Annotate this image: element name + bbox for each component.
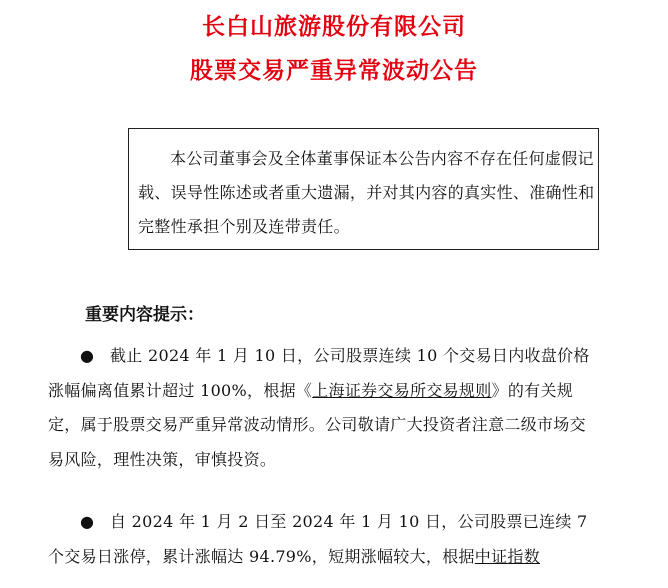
bullet-paragraph — [48, 339, 600, 477]
bullet-dot-icon: ● — [80, 346, 95, 365]
bullet-paragraph — [48, 505, 600, 574]
index-link[interactable]: 中证指数 — [474, 546, 540, 566]
rules-link[interactable]: 上海证券交易所交易规则 — [312, 380, 492, 400]
section-heading: 重要内容提示： — [85, 305, 204, 325]
bullet-dot-icon: ● — [80, 512, 95, 531]
bullet-text: 》的有关规定，属于股票交易严重异常波动情形。公司敬请广大投资者注意二级市场交易风险，理性决策，审慎投资。 — [48, 380, 586, 469]
company-title: 长白山旅游股份有限公司 — [202, 14, 466, 40]
notice-title: 股票交易严重异常波动公告 — [190, 58, 478, 84]
disclaimer-text: 本公司董事会及全体董事保证本公告内容不存在任何虚假记载、误导性陈述或者重大遗漏，并对其内容的真实性、准确性和完整性承担个别及连带责任。 — [138, 149, 595, 236]
bullet-text: 截止 2024 年 1 月 10 日，公司股票连续 10 个交易日内收盘价格涨幅偏离值累计超过 100%，根据《 — [48, 346, 590, 400]
bullet-text: 自 2024 年 1 月 2 日至 2024 年 1 月 10 日，公司股票已连续 7 个交易日涨停，累计涨幅达 94.79%，短期涨幅较大，根据 — [48, 512, 588, 566]
